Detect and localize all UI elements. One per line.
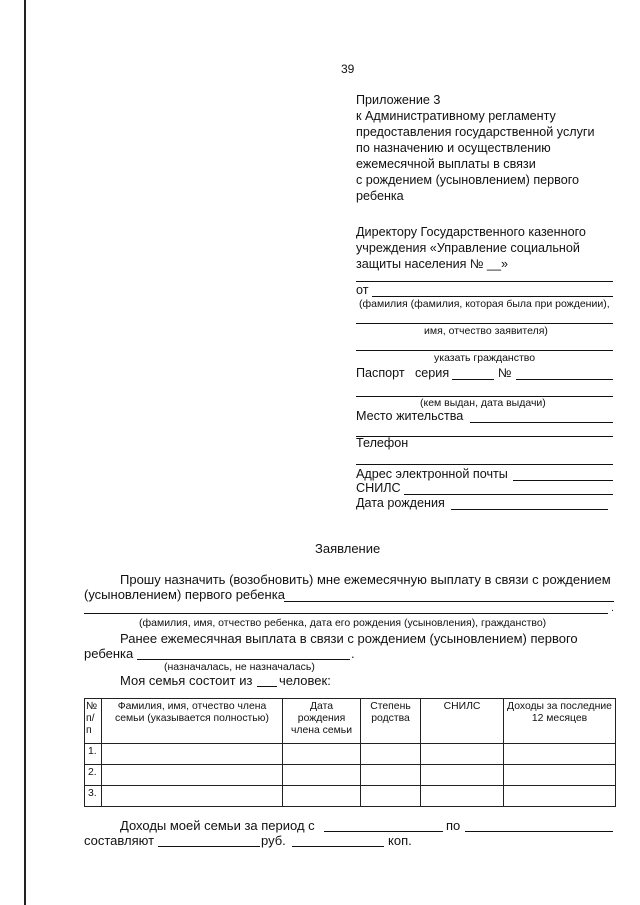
income-rub-field[interactable]	[158, 846, 260, 847]
header-number: № п/п	[85, 699, 102, 744]
appendix-line: с рождением (усыновлением) первого	[356, 173, 580, 187]
issued-caption: (кем выдан, дата выдачи)	[420, 397, 546, 409]
header-birthdate: Дата рождения члена семьи	[283, 699, 361, 744]
statement-title: Заявление	[315, 541, 381, 556]
number-label: №	[498, 366, 512, 380]
phone-label: Телефон	[356, 436, 409, 450]
cell-snils[interactable]	[421, 765, 504, 786]
citizenship-caption: указать гражданство	[434, 352, 536, 364]
addressee-blank-line	[356, 281, 613, 282]
family-prefix: Моя семья состоит из	[120, 673, 253, 688]
prior-line-1: Ранее ежемесячная выплата в связи с рождением (усыновлением) первого	[120, 631, 578, 646]
table-header-row	[85, 699, 616, 744]
cell-snils[interactable]	[421, 786, 504, 807]
appendix-line: по назначению и осуществлению	[356, 141, 551, 155]
birthdate-field[interactable]	[451, 509, 608, 510]
addressee-line: учреждения «Управление социальной	[356, 241, 580, 255]
appendix-line: Приложение 3	[356, 93, 441, 107]
cell-birthdate[interactable]	[283, 765, 361, 786]
header-income: Доходы за последние 12 месяцев	[504, 699, 616, 744]
addressee-line: Директору Государственного казенного	[356, 225, 586, 239]
appendix-line: к Административному регламенту	[356, 109, 556, 123]
income-rub-label: руб.	[261, 833, 286, 848]
email-label: Адрес электронной почты	[356, 467, 508, 481]
birthdate-label: Дата рождения	[356, 496, 445, 510]
cell-snils[interactable]	[421, 744, 504, 765]
income-kop-label: коп.	[388, 833, 412, 848]
series-label: серия	[415, 366, 450, 380]
phone-field[interactable]	[356, 464, 613, 465]
income-period-from-field[interactable]	[324, 831, 443, 832]
appendix-line: ребенка	[356, 189, 404, 203]
prior-line-2: ребенка	[84, 646, 134, 661]
prior-field[interactable]	[137, 659, 350, 660]
child-caption: (фамилия, имя, отчество ребенка, дата его рождения (усыновления), гражданство)	[139, 617, 547, 629]
statement-line-1: Прошу назначить (возобновить) мне ежемесячную выплату в связи с рождением	[120, 572, 611, 587]
cell-relation[interactable]	[361, 786, 421, 807]
from-field[interactable]	[372, 296, 613, 297]
residence-field[interactable]	[470, 422, 613, 423]
table-row	[85, 786, 616, 807]
family-suffix: человек:	[279, 673, 331, 688]
child-field-2[interactable]	[84, 613, 608, 614]
family-table	[84, 698, 616, 807]
citizenship-field[interactable]	[356, 350, 613, 351]
residence-label: Место жительства	[356, 409, 464, 423]
email-field[interactable]	[513, 480, 613, 481]
income-line-1-prefix: Доходы моей семьи за период с	[120, 818, 315, 833]
passport-series-field[interactable]	[452, 379, 494, 380]
cell-fio[interactable]	[102, 765, 283, 786]
scan-left-edge	[24, 0, 26, 905]
table-row	[85, 744, 616, 765]
passport-label: Паспорт	[356, 366, 405, 380]
table-row	[85, 765, 616, 786]
addressee-line: защиты населения № __»	[356, 257, 509, 271]
name-caption: имя, отчество заявителя)	[424, 325, 548, 337]
cell-fio[interactable]	[102, 744, 283, 765]
cell-income[interactable]	[504, 786, 616, 807]
row-number: 3.	[85, 786, 102, 807]
income-period-to-field[interactable]	[465, 831, 613, 832]
header-relation: Степень родства	[361, 699, 421, 744]
income-kop-field[interactable]	[292, 846, 384, 847]
statement-line-2: (усыновлением) первого ребенка	[84, 587, 285, 602]
cell-relation[interactable]	[361, 765, 421, 786]
row-number: 2.	[85, 765, 102, 786]
appendix-line: ежемесячной выплаты в связи	[356, 157, 536, 171]
appendix-block	[356, 92, 595, 204]
family-count-field[interactable]	[257, 686, 277, 687]
child-field-end-dot: .	[611, 602, 614, 614]
cell-relation[interactable]	[361, 744, 421, 765]
page-number: 39	[341, 62, 355, 76]
cell-birthdate[interactable]	[283, 744, 361, 765]
passport-number-field[interactable]	[516, 379, 613, 380]
prior-caption: (назначалась, не назначалась)	[164, 661, 315, 673]
addressee-block	[356, 224, 586, 272]
from-label: от	[356, 283, 369, 297]
header-snils: СНИЛС	[421, 699, 504, 744]
cell-income[interactable]	[504, 744, 616, 765]
header-fio: Фамилия, имя, отчество члена семьи (указывается полностью)	[102, 699, 283, 744]
name-field[interactable]	[356, 323, 613, 324]
cell-fio[interactable]	[102, 786, 283, 807]
cell-birthdate[interactable]	[283, 786, 361, 807]
prior-field-end-dot: .	[351, 646, 355, 661]
appendix-line: предоставления государственной услуги	[356, 125, 595, 139]
fio-caption: (фамилия (фамилия, которая была при рождении),	[359, 298, 610, 310]
row-number: 1.	[85, 744, 102, 765]
child-field[interactable]	[284, 601, 614, 602]
cell-income[interactable]	[504, 765, 616, 786]
income-line-2-prefix: составляют	[84, 833, 155, 848]
snils-field[interactable]	[404, 494, 613, 495]
snils-label: СНИЛС	[356, 481, 401, 495]
income-period-to-label: по	[446, 818, 461, 833]
